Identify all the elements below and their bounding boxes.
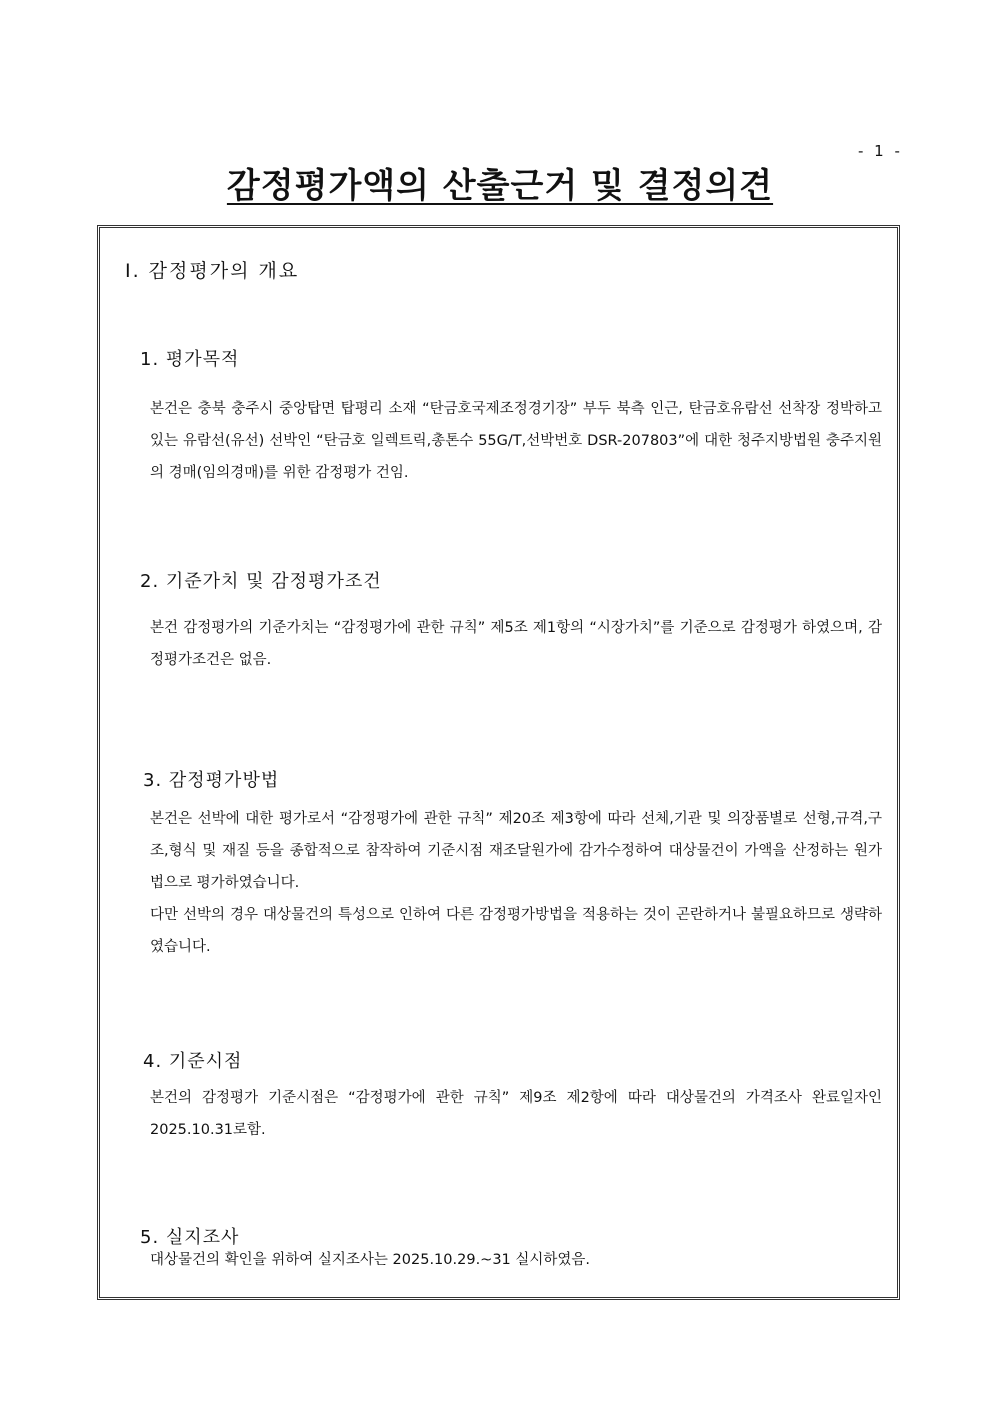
- section-body-site-inspection: [150, 1245, 882, 1275]
- chapter-heading: Ⅰ. 감정평가의 개요: [125, 260, 300, 282]
- paragraph: 본건은 충북 충주시 중앙탑면 탑평리 소재 “탄금호국제조정경기장” 부두 북측 인근, 탄금호유람선 선착장 정박하고 있는 유람선(유선) 선박인 “탄금호 일렉트릭,총톤수 55G/T,선박번호 DSR-207803”에 대한 청주지방법원 충주지원의 경매(임의경매)를 위한 감정평가 건임.: [150, 401, 882, 481]
- document-title: 감정평가액의 산출근거 및 결정의견: [226, 166, 774, 206]
- paragraph: 본건 감정평가의 기준가치는 “감정평가에 관한 규칙” 제5조 제1항의 “시장가치”를 기준으로 감정평가 하였으며, 감정평가조건은 없음.: [150, 620, 882, 668]
- section-body-basis-value: [150, 612, 882, 676]
- section-heading-method: 3. 감정평가방법: [143, 770, 280, 791]
- section-heading-site-inspection: 5. 실지조사: [140, 1227, 240, 1248]
- paragraph: 본건은 선박에 대한 평가로서 “감정평가에 관한 규칙” 제20조 제3항에 따라 선체,기관 및 의장품별로 선형,규격,구조,형식 및 재질 등을 종합적으로 참작하여 기준시점 재조달원가에 감가수정하여 대상물건이 가액을 산정하는 원가법으로 평가하였습니다.: [150, 811, 882, 891]
- section-heading-basis-value: 2. 기준가치 및 감정평가조건: [140, 571, 382, 592]
- section-heading-base-date: 4. 기준시점: [143, 1051, 243, 1072]
- page-number: - 1 -: [858, 142, 903, 160]
- section-body-method: [150, 803, 882, 963]
- paragraph: 대상물건의 확인을 위하여 실지조사는 2025.10.29.~31 실시하였음.: [150, 1252, 591, 1268]
- paragraph: 다만 선박의 경우 대상물건의 특성으로 인하여 다른 감정평가방법을 적용하는 것이 곤란하거나 불필요하므로 생략하였습니다.: [150, 907, 882, 955]
- section-heading-purpose: 1. 평가목적: [140, 349, 240, 370]
- paragraph: 본건의 감정평가 기준시점은 “감정평가에 관한 규칙” 제9조 제2항에 따라 대상물건의 가격조사 완료일자인 2025.10.31로함.: [150, 1090, 882, 1138]
- section-body-base-date: [150, 1082, 882, 1146]
- section-body-purpose: [150, 393, 882, 489]
